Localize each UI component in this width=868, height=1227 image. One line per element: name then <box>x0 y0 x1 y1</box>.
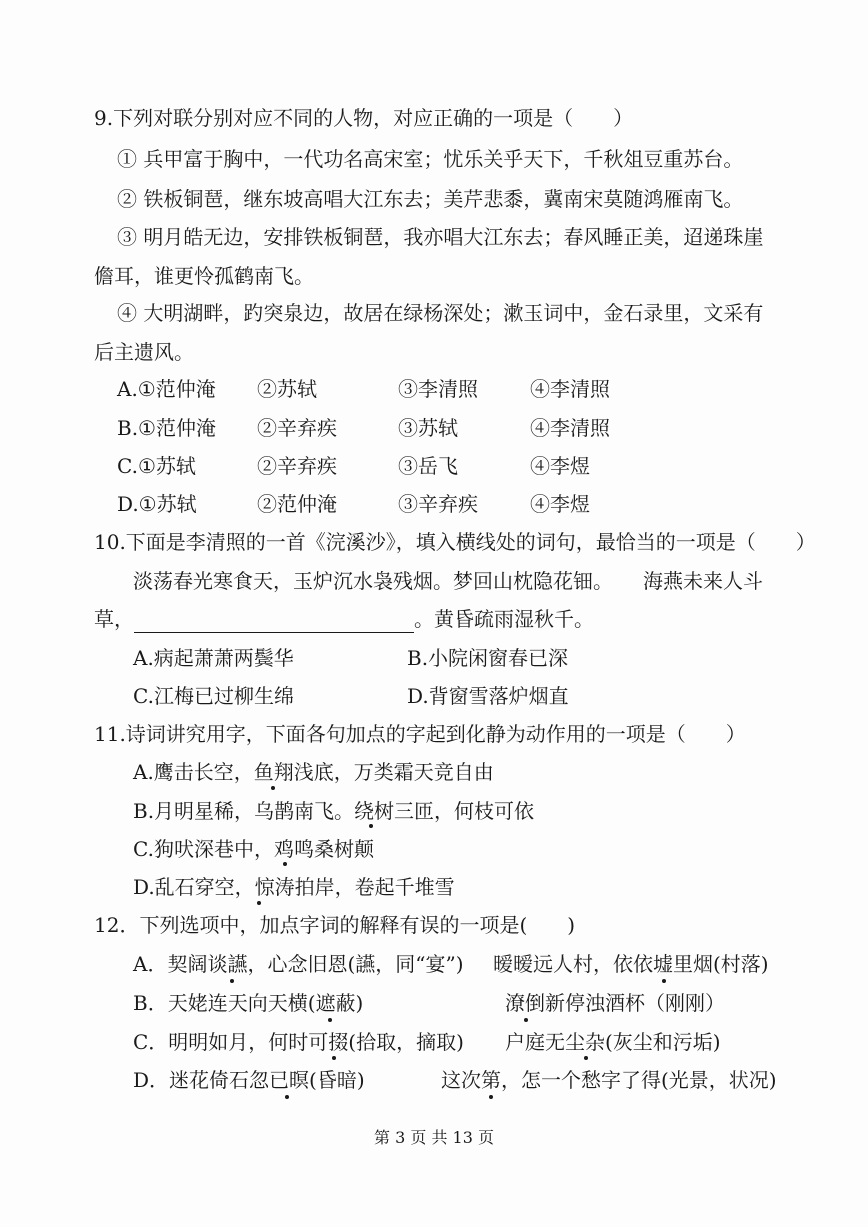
q12-option-c-left: C．明明如月，何时可掇(拾取，摘取) <box>133 1030 464 1054</box>
q12-option-c-right: 户庭无尘杂(灰尘和污垢) <box>505 1030 721 1054</box>
page-number-footer: 第 3 页 共 13 页 <box>374 1128 494 1147</box>
q9-item-2: ② 铁板铜琶，继东坡高唱大江东去；美芹悲黍，冀南宋莫随鸿雁南飞。 <box>117 187 744 211</box>
q9-option-c-2: ②辛弃疾 <box>257 454 337 478</box>
q11-option-c: C.狗吠深巷中，鸡鸣桑树颠 <box>133 837 374 861</box>
q10-option-a: A.病起萧萧两鬓华 <box>133 646 294 670</box>
q10-option-d: D.背窗雪落炉烟直 <box>407 684 569 708</box>
q11-option-d: D.乱石穿空，惊涛拍岸，卷起千堆雪 <box>133 875 455 899</box>
q10-answer-blank <box>134 612 414 633</box>
q9-option-d-1: D.①苏轼 <box>117 492 197 516</box>
q10-poem-line-2-start: 草， <box>94 607 134 631</box>
q9-option-c-1: C.①苏轼 <box>117 454 196 478</box>
q9-item-4: ④ 大明湖畔，趵突泉边，故居在绿杨深处；漱玉词中，金石录里，文采有 <box>117 301 764 325</box>
q9-stem: 9.下列对联分别对应不同的人物，对应正确的一项是（ ） <box>94 106 634 130</box>
emphasis-dot <box>285 1095 289 1099</box>
q9-option-d-2: ②范仲淹 <box>257 492 337 516</box>
q9-option-a-2: ②苏轼 <box>257 377 317 401</box>
q9-option-b-1: B.①范仲淹 <box>117 416 216 440</box>
emphasis-dot <box>283 862 287 866</box>
emphasis-dot <box>662 979 666 983</box>
q9-item-1: ① 兵甲富于胸中，一代功名高宋室；忧乐关乎天下，千秋俎豆重苏台。 <box>117 147 744 171</box>
emphasis-dot <box>489 1095 493 1099</box>
q9-option-a-4: ④李清照 <box>530 377 610 401</box>
emphasis-dot <box>584 1056 588 1060</box>
q10-poem-line-1: 淡荡春光寒食天，玉炉沉水袅残烟。梦回山枕隐花钿。 海燕未来人斗 <box>133 569 763 593</box>
q9-option-d-4: ④李煜 <box>530 492 590 516</box>
q9-option-a-1: A.①范仲淹 <box>117 377 216 401</box>
q12-stem: 12．下列选项中，加点字词的解释有误的一项是( ) <box>94 913 576 937</box>
q10-option-c: C.江梅已过柳生绵 <box>133 684 294 708</box>
q9-option-b-2: ②辛弃疾 <box>257 416 337 440</box>
emphasis-dot <box>332 1056 336 1060</box>
emphasis-dot <box>257 901 261 905</box>
q9-item-3: ③ 明月皓无边，安排铁板铜琶，我亦唱大江东去；春风睡正美，迢递珠崖 <box>117 225 764 249</box>
q9-item-4-cont: 后主遗风。 <box>94 340 194 364</box>
emphasis-dot <box>230 979 234 983</box>
q9-option-a-3: ③李清照 <box>398 377 478 401</box>
q12-option-d-right: 这次第，怎一个愁字了得(光景，状况) <box>441 1068 777 1092</box>
q12-option-b-left: B．天姥连天向天横(遮蔽) <box>133 991 364 1015</box>
q11-option-a: A.鹰击长空，鱼翔浅底，万类霜天竞自由 <box>133 760 494 784</box>
emphasis-dot <box>271 786 275 790</box>
q9-option-b-3: ③苏轼 <box>398 416 458 440</box>
q9-option-d-3: ③辛弃疾 <box>398 492 478 516</box>
q10-poem-line-2 <box>94 605 594 633</box>
q12-option-b-right: 潦倒新停浊酒杯（刚刚） <box>505 991 725 1015</box>
q12-option-d-left: D．迷花倚石忽已暝(昏暗) <box>133 1068 365 1092</box>
q11-option-b: B.月明星稀，乌鹊南飞。绕树三匝，何枝可依 <box>133 799 535 823</box>
q9-option-b-4: ④李清照 <box>530 416 610 440</box>
q10-stem: 10.下面是李清照的一首《浣溪沙》，填入横线处的词句，最恰当的一项是（ ） <box>94 530 816 554</box>
emphasis-dot <box>369 824 373 828</box>
q10-poem-line-2-end: 。黄昏疏雨湿秋千。 <box>414 607 594 631</box>
q12-option-a-right: 暧暧远人村，依依墟里烟(村落) <box>493 952 769 976</box>
emphasis-dot <box>328 1018 332 1022</box>
q9-item-3-cont: 儋耳，谁更怜孤鹤南飞。 <box>94 264 314 288</box>
q12-option-a-left: A．契阔谈讌，心念旧恩(讌，同“宴”) <box>133 952 464 976</box>
q11-stem: 11.诗词讲究用字，下面各句加点的字起到化静为动作用的一项是（ ） <box>94 722 746 746</box>
q9-option-c-3: ③岳飞 <box>398 454 458 478</box>
emphasis-dot <box>524 1018 528 1022</box>
q9-option-c-4: ④李煜 <box>530 454 590 478</box>
q10-option-b: B.小院闲窗春已深 <box>407 646 569 670</box>
